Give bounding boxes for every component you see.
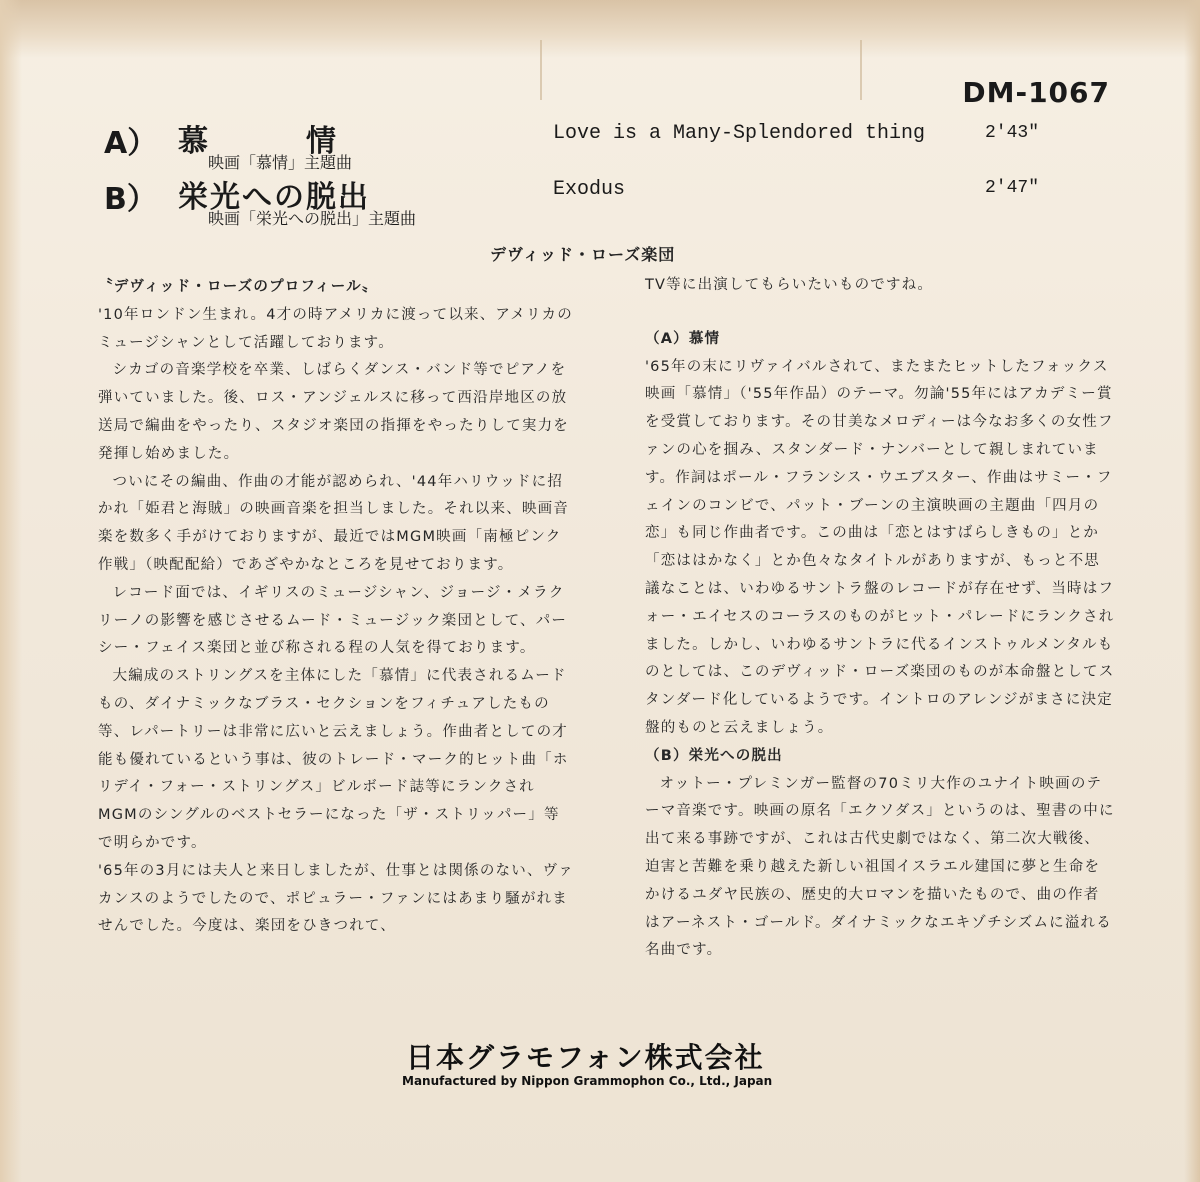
- track-a-subtitle-jp: 映画「慕情」主題曲: [208, 153, 353, 172]
- track-a-duration: 2′43″: [985, 123, 1040, 143]
- track-b-side: B）: [104, 182, 157, 217]
- sleeve-top-edge: [0, 0, 1200, 58]
- sleeve-right-edge: [1184, 0, 1200, 1182]
- track-a-title-en: Love is a Many-Splendored thing: [553, 122, 926, 145]
- track-a-side: A）: [104, 126, 158, 161]
- profile-continuation: TV等に出演してもらいたいものですね。: [645, 277, 934, 293]
- catalog-number: DM-1067: [962, 76, 1110, 109]
- sleeve-crease: [540, 40, 542, 100]
- profile-paragraph: ついにその編曲、作曲の才能が認められ、'44年ハリウッドに招かれ「姫君と海賊」の映画音楽を担当しました。それ以来、映画音楽を数多く手がけておりますが、最近ではMGM映画「南極ピンク作戦」（映配配給）であざやかなところを見せております。: [98, 473, 569, 573]
- section-a-text: '65年の末にリヴァイバルされて、またまたヒットしたフォックス映画「慕情」（'55年作品）のテーマ。勿論'55年にはアカデミー賞を受賞しております。その甘美なメロディーは今なお多くの女性ファンの心を掴み、スタンダード・ナンバーとして親しまれています。作詞はポール・フランシス・ウエブスター、作曲はサミー・フェインのコンビで、パット・ブーンの主演映画の主題曲「四月の恋」も同じ作曲者です。この曲は「恋とはすばらしきもの」とか「恋ははかなく」とか色々なタイトルがありますが、もっと不思議なことは、いわゆるサントラ盤のレコードが存在せず、当時はフォー・エイセスのコーラスのものがヒット・パレードにランクされました。しかし、いわゆるサントラに代るインストゥルメンタルものとしては、このデヴィッド・ローズ楽団のものが本命盤としてスタンダード化しているようです。イントロのアレンジがまさに決定盤的ものと云えましょう。: [645, 358, 1115, 736]
- profile-paragraph: レコード面では、イギリスのミュージシャン、ジョージ・メラクリーノの影響を感じさせるムード・ミュージック楽団として、パーシー・フェイス楽団と並び称される程の人気を得ております。: [98, 584, 568, 657]
- company-name-jp: 日本グラモフォン株式会社: [406, 1041, 765, 1074]
- sleeve-left-edge: [0, 0, 22, 1182]
- section-b-text: オットー・プレミンガー監督の70ミリ大作のユナイト映画のテーマ音楽です。映画の原名「エクソダス」というのは、聖書の中に出て来る事跡ですが、これは古代史劇ではなく、第二次大戦後、迫害と苦難を乗り越えた新しい祖国イスラエル建国に夢と生命をかけるユダヤ民族の、歴史的大ロマンを描いたもので、曲の作者はアーネスト・ゴールド。ダイナミックなエキゾチシズムに溢れる名曲です。: [645, 775, 1115, 959]
- section-a-heading: （A）慕情: [645, 330, 721, 347]
- company-name-en: Manufactured by Nippon Grammophon Co., Ltd., Japan: [402, 1074, 773, 1088]
- track-b-duration: 2′47″: [985, 178, 1040, 198]
- profile-paragraph: 大編成のストリングスを主体にした「慕情」に代表されるムードもの、ダイナミックなブラス・セクションをフィチュアしたもの等、レパートリーは非常に広いと云えましょう。作曲者としての才能も優れているという事は、彼のトレード・マーク的ヒット曲「ホリデイ・フォー・ストリングス」ビルボード誌等にランクされMGMのシングルのベストセラーになった「ザ・ストリッパー」等で明らかです。: [98, 668, 569, 851]
- profile-paragraph: '10年ロンドン生まれ。4才の時アメリカに渡って以来、アメリカのミュージシャンとして活躍しております。: [98, 306, 573, 351]
- track-b-title-jp: 栄光への脱出: [178, 180, 370, 215]
- profile-paragraph: シカゴの音楽学校を卒業、しばらくダンス・バンド等でピアノを弾いていました。後、ロス・アンジェルスに移って西沿岸地区の放送局で編曲をやったり、スタジオ楽団の指揮をやったりして実力を発揮し始めました。: [98, 362, 569, 462]
- section-b-heading: （B）栄光への脱出: [645, 747, 783, 764]
- track-b-title-en: Exodus: [553, 178, 626, 201]
- sleeve-crease: [860, 40, 862, 100]
- track-a-title-jp: 慕 情: [178, 124, 338, 159]
- profile-heading: 〝デヴィッド・ローズのプロフィール〟: [98, 279, 378, 295]
- track-b-subtitle-jp: 映画「栄光への脱出」主題曲: [208, 209, 417, 228]
- profile-column: [98, 274, 574, 941]
- notes-column: [645, 272, 1115, 965]
- profile-paragraph: '65年の3月には夫人と来日しましたが、仕事とは関係のない、ヴァカンスのようでしたので、ポピュラー・ファンにはあまり騒がれませんでした。今度は、楽団をひきつれて、: [98, 862, 574, 935]
- artist-name: デヴィッド・ローズ楽団: [490, 245, 676, 264]
